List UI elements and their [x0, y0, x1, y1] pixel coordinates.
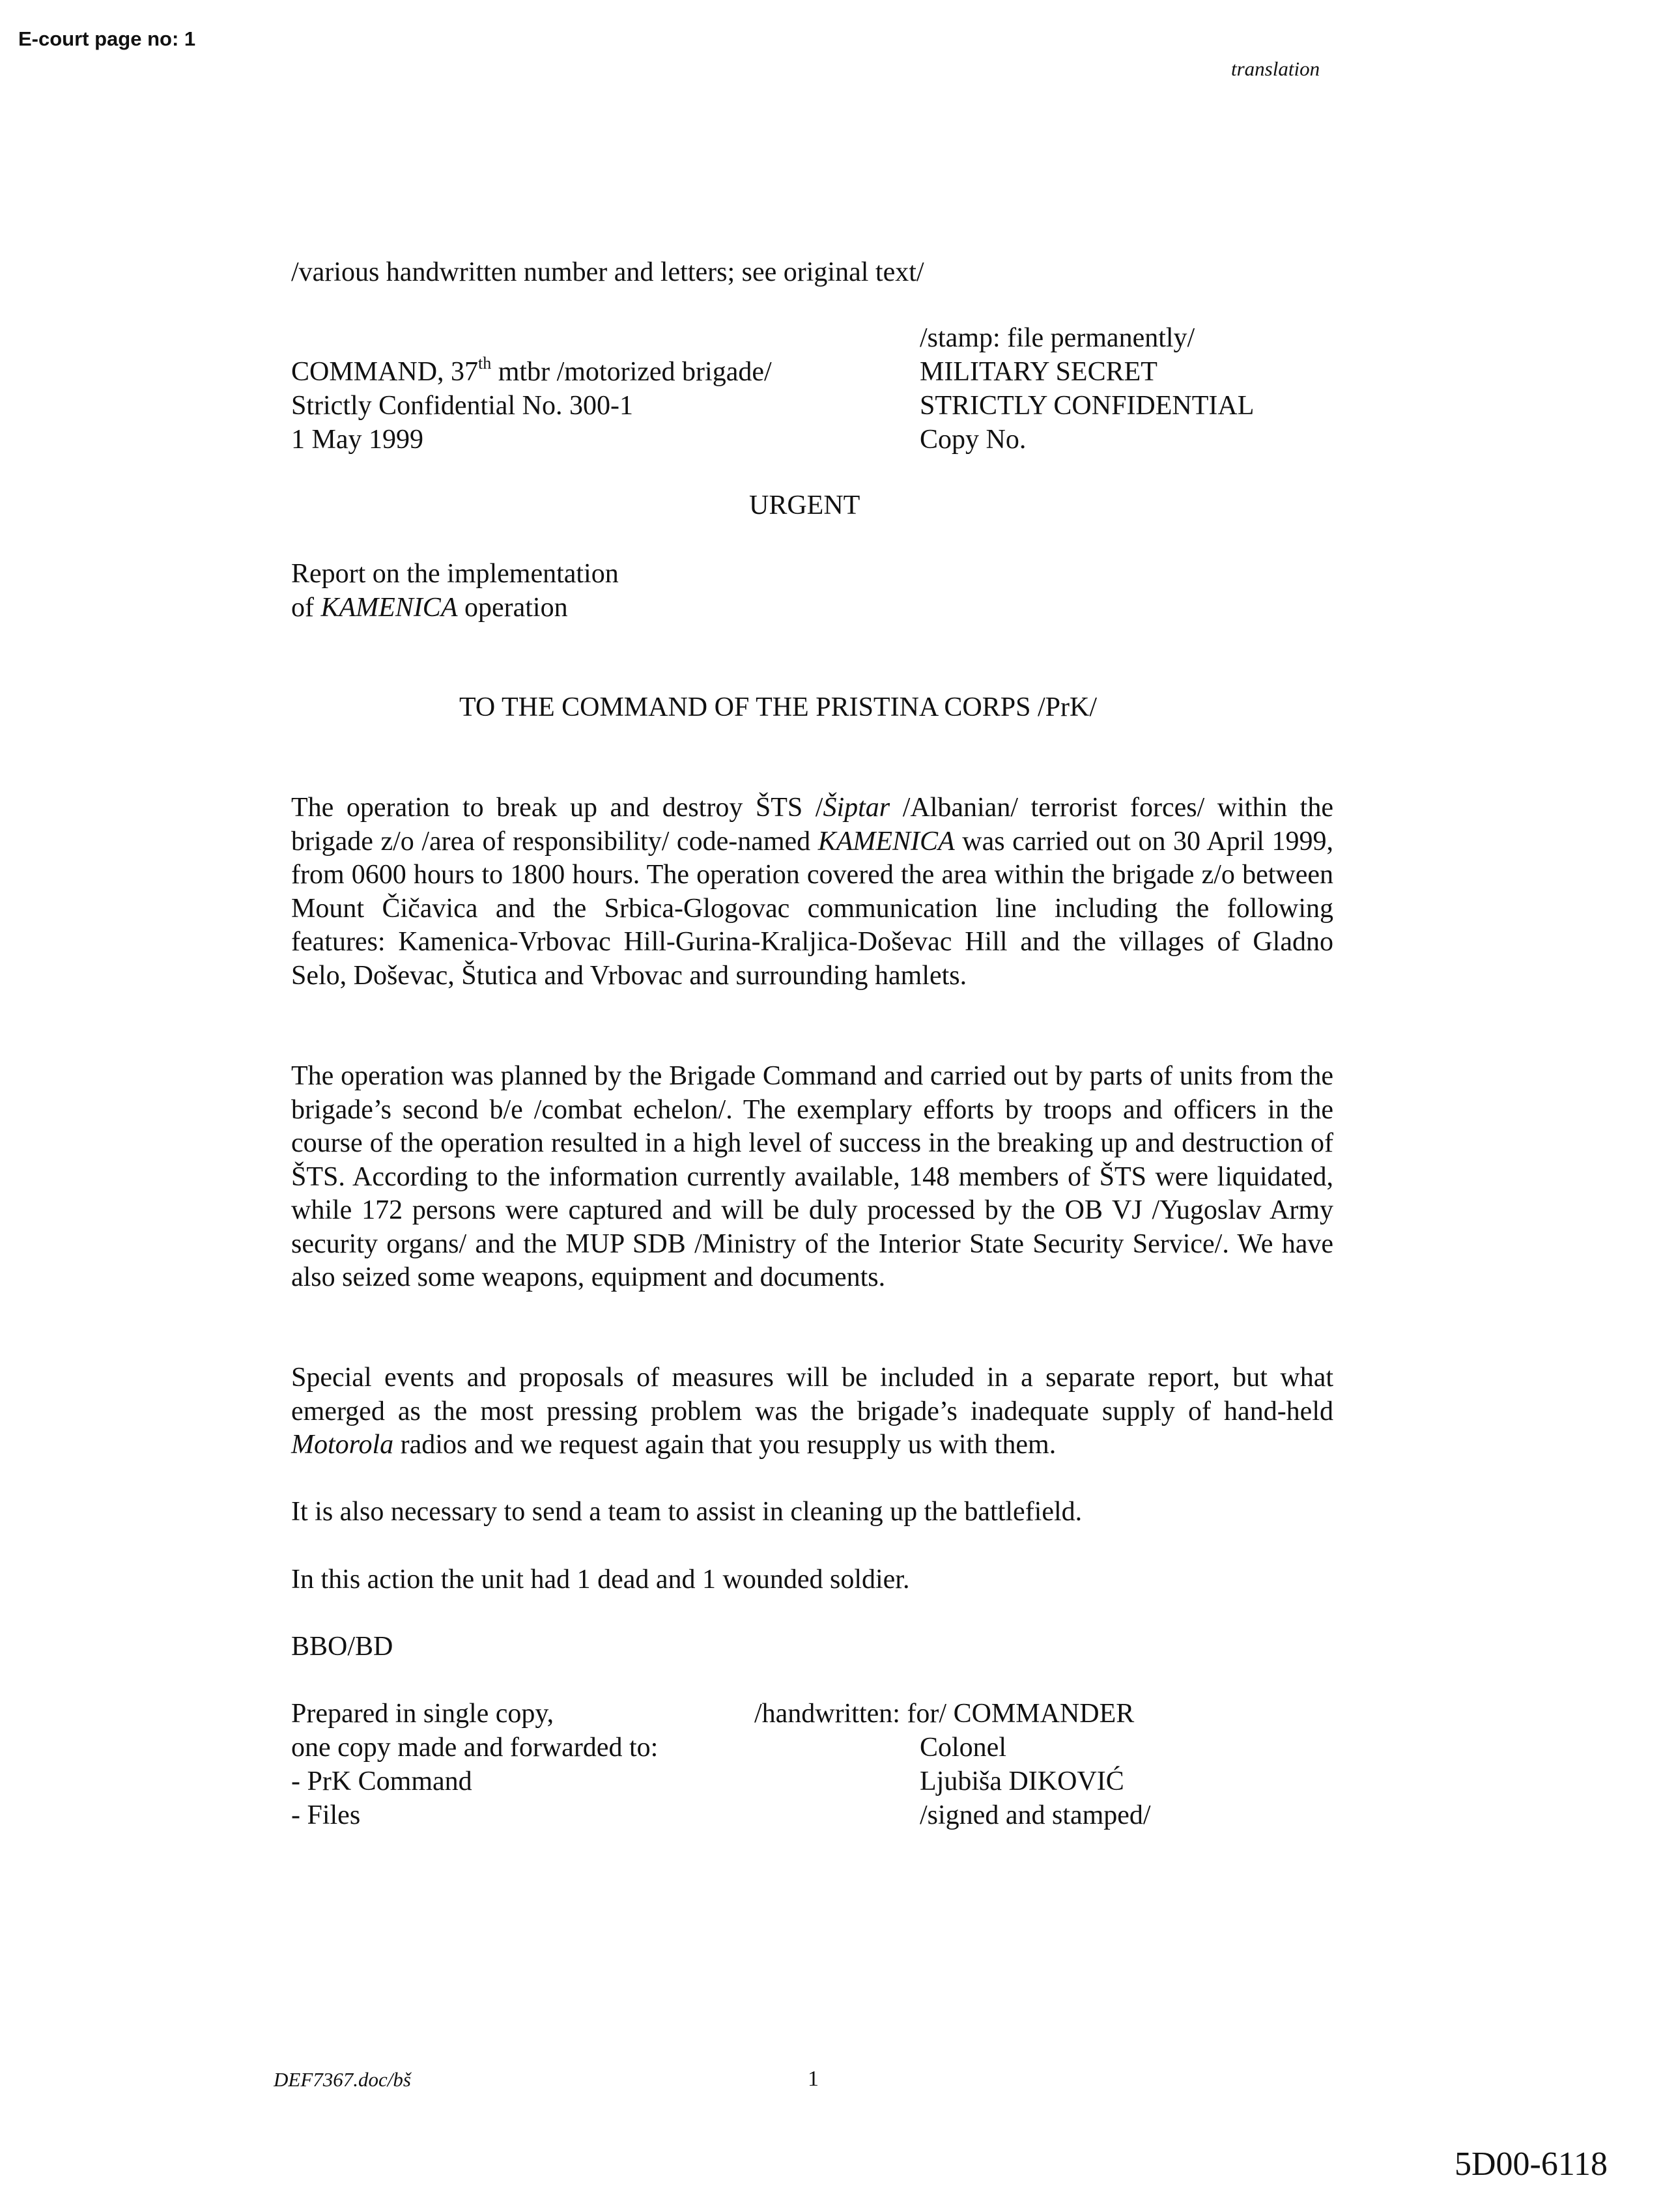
command-line [291, 355, 772, 389]
subject-line-2: of KAMENICA operation [291, 593, 568, 623]
signature-commander: /handwritten: for/ COMMANDER [754, 1699, 1135, 1729]
distribution-line-3: - PrK Command [291, 1766, 472, 1796]
urgent-label: URGENT [749, 490, 860, 520]
paragraph-2: The operation was planned by the Brigade Command and carried out by parts of units from the brigade’s second b/e /combat echelon/. The exemplary efforts by troops and officers in the course of the operation resulted in a high level of success in the breaking up and destruction of ŠTS. According to the information currently available, 148 members of ŠTS were liquidated, while 172 persons were captured and will be duly processed by the OB VJ /Yugoslav Army security organs/ and the MUP SDB /Ministry of the Interior State Security Service/. We have also seized some weapons, equipment and documents. [291, 1061, 1333, 1292]
stamp-note: /stamp: file permanently/ [920, 323, 1195, 353]
paragraph-5: In this action the unit had 1 dead and 1 wounded soldier. [291, 1565, 910, 1595]
distribution-line-4: - Files [291, 1800, 361, 1830]
distribution-line-1: Prepared in single copy, [291, 1699, 554, 1729]
footer-doc-ref: DEF7367.doc/bš [274, 2068, 411, 2091]
command-ordinal: th [478, 354, 492, 373]
paragraph-4: It is also necessary to send a team to assist in cleaning up the battlefield. [291, 1497, 1083, 1527]
military-secret-label: MILITARY SECRET [920, 357, 1157, 387]
strictly-confidential-label: STRICTLY CONFIDENTIAL [920, 391, 1255, 421]
command-prefix: COMMAND, 37 [291, 357, 479, 387]
translation-label: translation [1231, 57, 1320, 80]
paragraph-3: Special events and proposals of measures will be included in a separate report, but what emerged as the most pressing problem was the brigade’s inadequate supply of hand-held Motorola radios and we request again that you resupply us with them. [291, 1363, 1333, 1460]
signature-rank: Colonel [920, 1733, 1006, 1763]
handwritten-note: /various handwritten number and letters; see original text/ [291, 257, 924, 287]
document-date: 1 May 1999 [291, 425, 423, 455]
subject-line-1: Report on the implementation [291, 559, 619, 589]
signature-name: Ljubiša DIKOVIĆ [920, 1766, 1124, 1796]
command-suffix: mtbr /motorized brigade/ [491, 357, 772, 387]
signature-note: /signed and stamped/ [920, 1800, 1151, 1830]
copy-number-label: Copy No. [920, 425, 1027, 455]
addressee: TO THE COMMAND OF THE PRISTINA CORPS /PrK/ [459, 692, 1098, 722]
paragraph-1: The operation to break up and destroy ŠTS /Šiptar /Albanian/ terrorist forces/ within the brigade z/o /area of responsibility/ code-named KAMENICA was carried out on 30 April 1999, from 0600 hours to 1800 hours. The operation covered the area within the brigade z/o between Mount Čičavica and the Srbica-Glogovac communication line including the following features: Kamenica-Vrbovac Hill-Gurina-Kraljica-Doševac Hill and the villages of Gladno Selo, Doševac, Štutica and Vrbovac and surrounding hamlets. [291, 793, 1333, 991]
operation-name: KAMENICA [320, 593, 458, 623]
page-number: 1 [808, 2067, 819, 2091]
distribution-line-2: one copy made and forwarded to: [291, 1733, 659, 1763]
initials: BBO/BD [291, 1632, 393, 1662]
reference-number: Strictly Confidential No. 300-1 [291, 391, 633, 421]
document-id: 5D00-6118 [1455, 2146, 1608, 2183]
ecourt-page-label: E-court page no: 1 [18, 27, 196, 50]
